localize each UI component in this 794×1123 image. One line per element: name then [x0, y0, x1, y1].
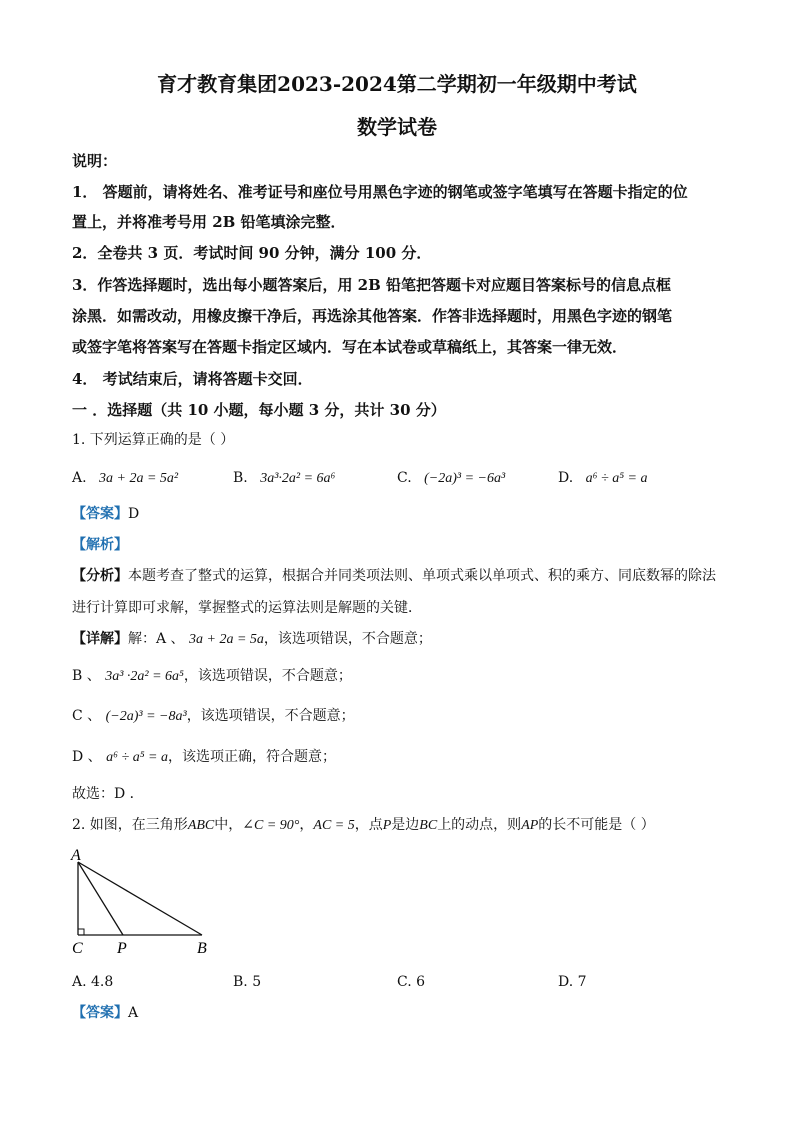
answer-value: D — [128, 506, 140, 522]
right-angle-mark — [78, 929, 84, 935]
stem-text: 上的动点，则 — [437, 817, 522, 833]
option-letter: A. — [72, 470, 87, 486]
option-expression: a⁶ ÷ a⁵ = a — [585, 471, 648, 486]
question-1-detail-b — [72, 668, 352, 686]
exam-title: 育才教育集团2023-2024第二学期初一年级期中考试 — [157, 72, 637, 96]
question-2-option-b — [233, 974, 261, 991]
fenxi-tag: 【分析】 — [72, 568, 128, 584]
instructions-label: 说明： — [72, 152, 118, 170]
exam-subtitle: 数学试卷 — [357, 115, 437, 139]
option-letter: D. — [558, 470, 574, 486]
detail-suffix: ，该选项正确，符合题意； — [168, 749, 337, 765]
question-1-answer — [72, 506, 139, 523]
option-value: 7 — [577, 974, 587, 990]
answer-tag: 【答案】 — [72, 1005, 128, 1021]
detail-prefix: C 、 — [72, 708, 102, 724]
instruction-1-line-1: 1． 答题前，请将姓名、准考证号和座位号用黑色字迹的钢笔或签字笔填写在答题卡指定的位 — [72, 183, 688, 201]
question-1-option-b — [233, 470, 335, 488]
detail-expression: a⁶ ÷ a⁵ = a — [106, 750, 169, 765]
option-letter: C. — [397, 974, 412, 990]
question-2-stem — [72, 817, 655, 835]
question-2-option-c — [397, 974, 425, 991]
question-2-option-d — [558, 974, 587, 991]
segment-ap — [78, 862, 123, 935]
label-c: C — [72, 940, 83, 957]
stem-point: P — [382, 818, 392, 833]
triangle-figure — [66, 845, 216, 960]
stem-triangle: ABC — [187, 818, 215, 833]
question-1-fenxi-line-2: 进行计算即可求解，掌握整式的运算法则是解题的关键． — [72, 600, 422, 616]
question-1-detail-d — [72, 749, 336, 767]
detail-prefix: B 、 — [72, 668, 101, 684]
detail-expression: (−2a)³ = −8a³ — [105, 709, 187, 724]
option-value: 5 — [252, 974, 262, 990]
option-expression: 3a³·2a² = 6a⁶ — [260, 471, 336, 486]
label-a: A — [71, 847, 81, 864]
stem-ac: AC = 5 — [313, 818, 355, 833]
question-1-option-d — [558, 470, 648, 488]
option-letter: A. — [72, 974, 87, 990]
stem-text: ，点 — [354, 817, 383, 833]
section-1-heading: 一 ．选择题（共 10 小题，每小题 3 分，共计 30 分） — [72, 401, 446, 419]
question-1-detail-c — [72, 708, 355, 726]
question-1-option-c — [397, 470, 505, 488]
question-2-option-a — [72, 974, 113, 991]
option-expression: (−2a)³ = −6a³ — [424, 471, 506, 486]
question-1-fenxi-line-1 — [72, 568, 716, 585]
answer-tag: 【答案】 — [72, 506, 128, 522]
instruction-1-line-2: 置上，并将准考号用 2B 铅笔填涂完整． — [72, 213, 346, 231]
option-letter: D. — [558, 974, 574, 990]
stem-segment: AP — [521, 818, 539, 833]
label-b: B — [197, 940, 207, 957]
question-1-analysis-tag — [72, 537, 128, 554]
stem-text: ， — [299, 817, 314, 833]
option-letter: B. — [233, 470, 248, 486]
stem-text: 是边 — [391, 817, 420, 833]
detail-suffix: ，该选项错误，不合题意； — [186, 708, 355, 724]
option-value: 4.8 — [91, 974, 114, 990]
detail-expression: 3a³ ⁠·2a² = 6a⁵ — [105, 669, 184, 684]
stem-text: 中， — [214, 817, 243, 833]
side-ab — [78, 862, 202, 935]
instruction-3-line-2: 涂黑．如需改动，用橡皮擦干净后，再选涂其他答案．作答非选择题时，用黑色字迹的钢笔 — [72, 307, 673, 325]
label-p: P — [117, 940, 127, 957]
question-1-conclusion: 故选：D ． — [72, 786, 144, 802]
detail-prefix: 解：A 、 — [128, 631, 185, 647]
option-letter: C. — [397, 470, 412, 486]
question-1-stem: 1. 下列运算正确的是（ ） — [72, 432, 235, 448]
instruction-4: 4． 考试结束后，请将答题卡交回． — [72, 370, 313, 388]
fenxi-text: 本题考查了整式的运算，根据合并同类项法则、单项式乘以单项式、积的乘方、同底数幂的除法 — [128, 568, 716, 584]
instruction-2: 2．全卷共 3 页．考试时间 90 分钟，满分 100 分． — [72, 244, 432, 262]
answer-value: A — [128, 1005, 139, 1021]
instruction-3-line-1: 3．作答选择题时，选出每小题答案后，用 2B 铅笔把答题卡对应题目答案标号的信息点框 — [72, 276, 672, 294]
detail-tag: 【详解】 — [72, 631, 128, 647]
instruction-3-line-3: 或签字笔将答案写在答题卡指定区域内．写在本试卷或草稿纸上，其答案一律无效． — [72, 338, 628, 356]
detail-suffix: ，该选项错误，不合题意； — [183, 668, 352, 684]
stem-text: 2. 如图，在三角形 — [72, 817, 188, 833]
analysis-tag: 【解析】 — [72, 537, 128, 553]
option-expression: 3a + 2a = 5a² — [99, 471, 179, 486]
stem-side: BC — [419, 818, 438, 833]
question-2-answer — [72, 1005, 138, 1022]
question-1-option-a — [72, 470, 178, 488]
option-letter: B. — [233, 974, 248, 990]
detail-suffix: ，该选项错误，不合题意； — [263, 631, 432, 647]
detail-prefix: D 、 — [72, 749, 102, 765]
option-value: 6 — [416, 974, 426, 990]
stem-angle: ∠C = 90° — [242, 818, 300, 833]
stem-text: 的长不可能是（ ） — [538, 817, 655, 833]
question-1-detail-a — [72, 631, 432, 649]
detail-expression: 3a + 2a = 5a — [189, 632, 264, 647]
